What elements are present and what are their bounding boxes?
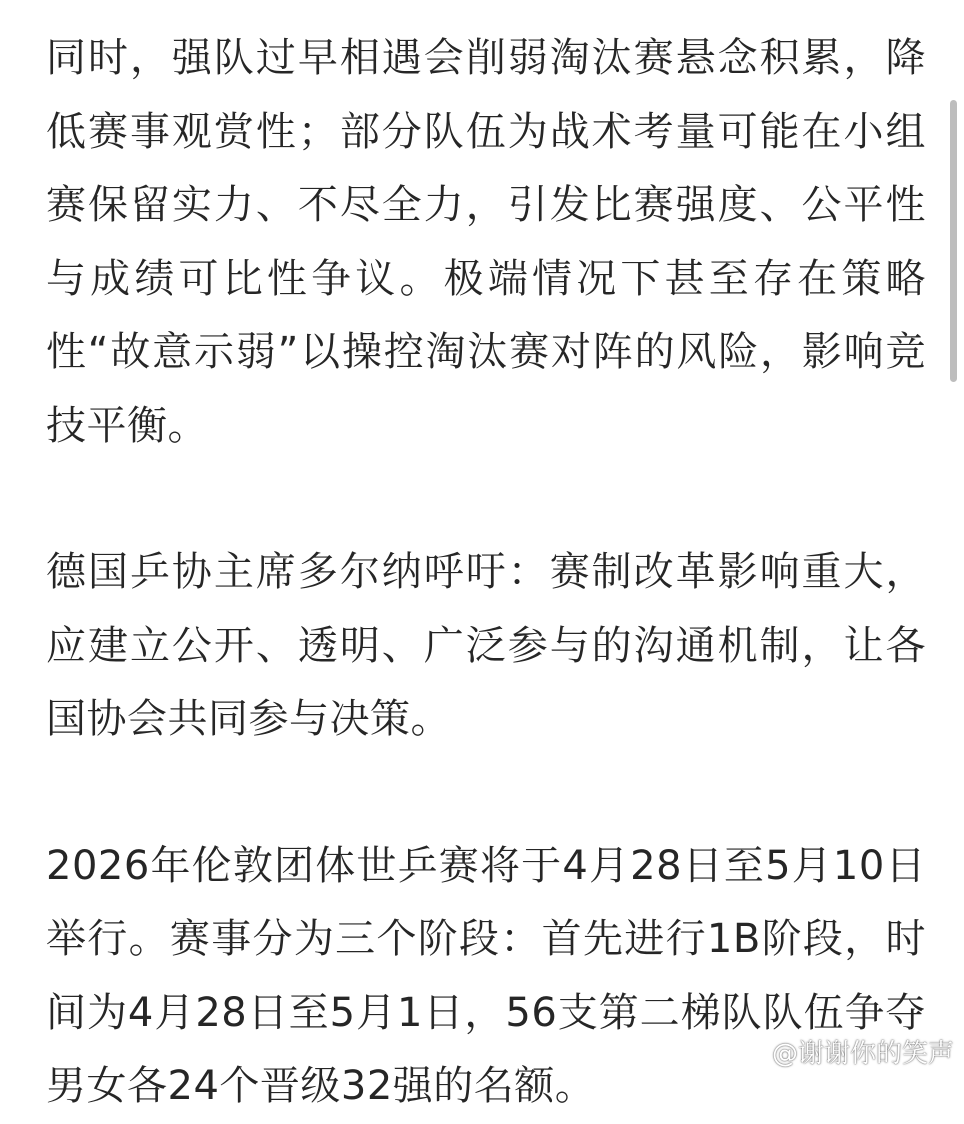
paragraph-2: 德国乒协主席多尔纳呼吁：赛制改革影响重大，应建立公开、透明、广泛参与的沟通机制，让各国协会共同参与决策。 [46, 549, 926, 742]
article-body [46, 22, 926, 1124]
paragraph-1: 同时，强队过早相遇会削弱淘汰赛悬念积累，降低赛事观赏性；部分队伍为战术考量可能在小组赛保留实力、不尽全力，引发比赛强度、公平性与成绩可比性争议。极端情况下甚至存在策略性“故意示弱”以操控淘汰赛对阵的风险，影响竞技平衡。 [46, 35, 926, 449]
weibo-icon [734, 1039, 768, 1069]
paragraph-3: 2026年伦敦团体世乒赛将于4月28日至5月10日举行。赛事分为三个阶段：首先进行1B阶段，时间为4月28日至5月1日，56支第二梯队队伍争夺男女各24个晋级32强的名额。 [46, 842, 926, 1109]
watermark-text: @谢谢你的笑声 [771, 1039, 954, 1069]
vertical-scrollbar-thumb[interactable] [950, 100, 957, 382]
weibo-watermark [734, 1038, 954, 1070]
